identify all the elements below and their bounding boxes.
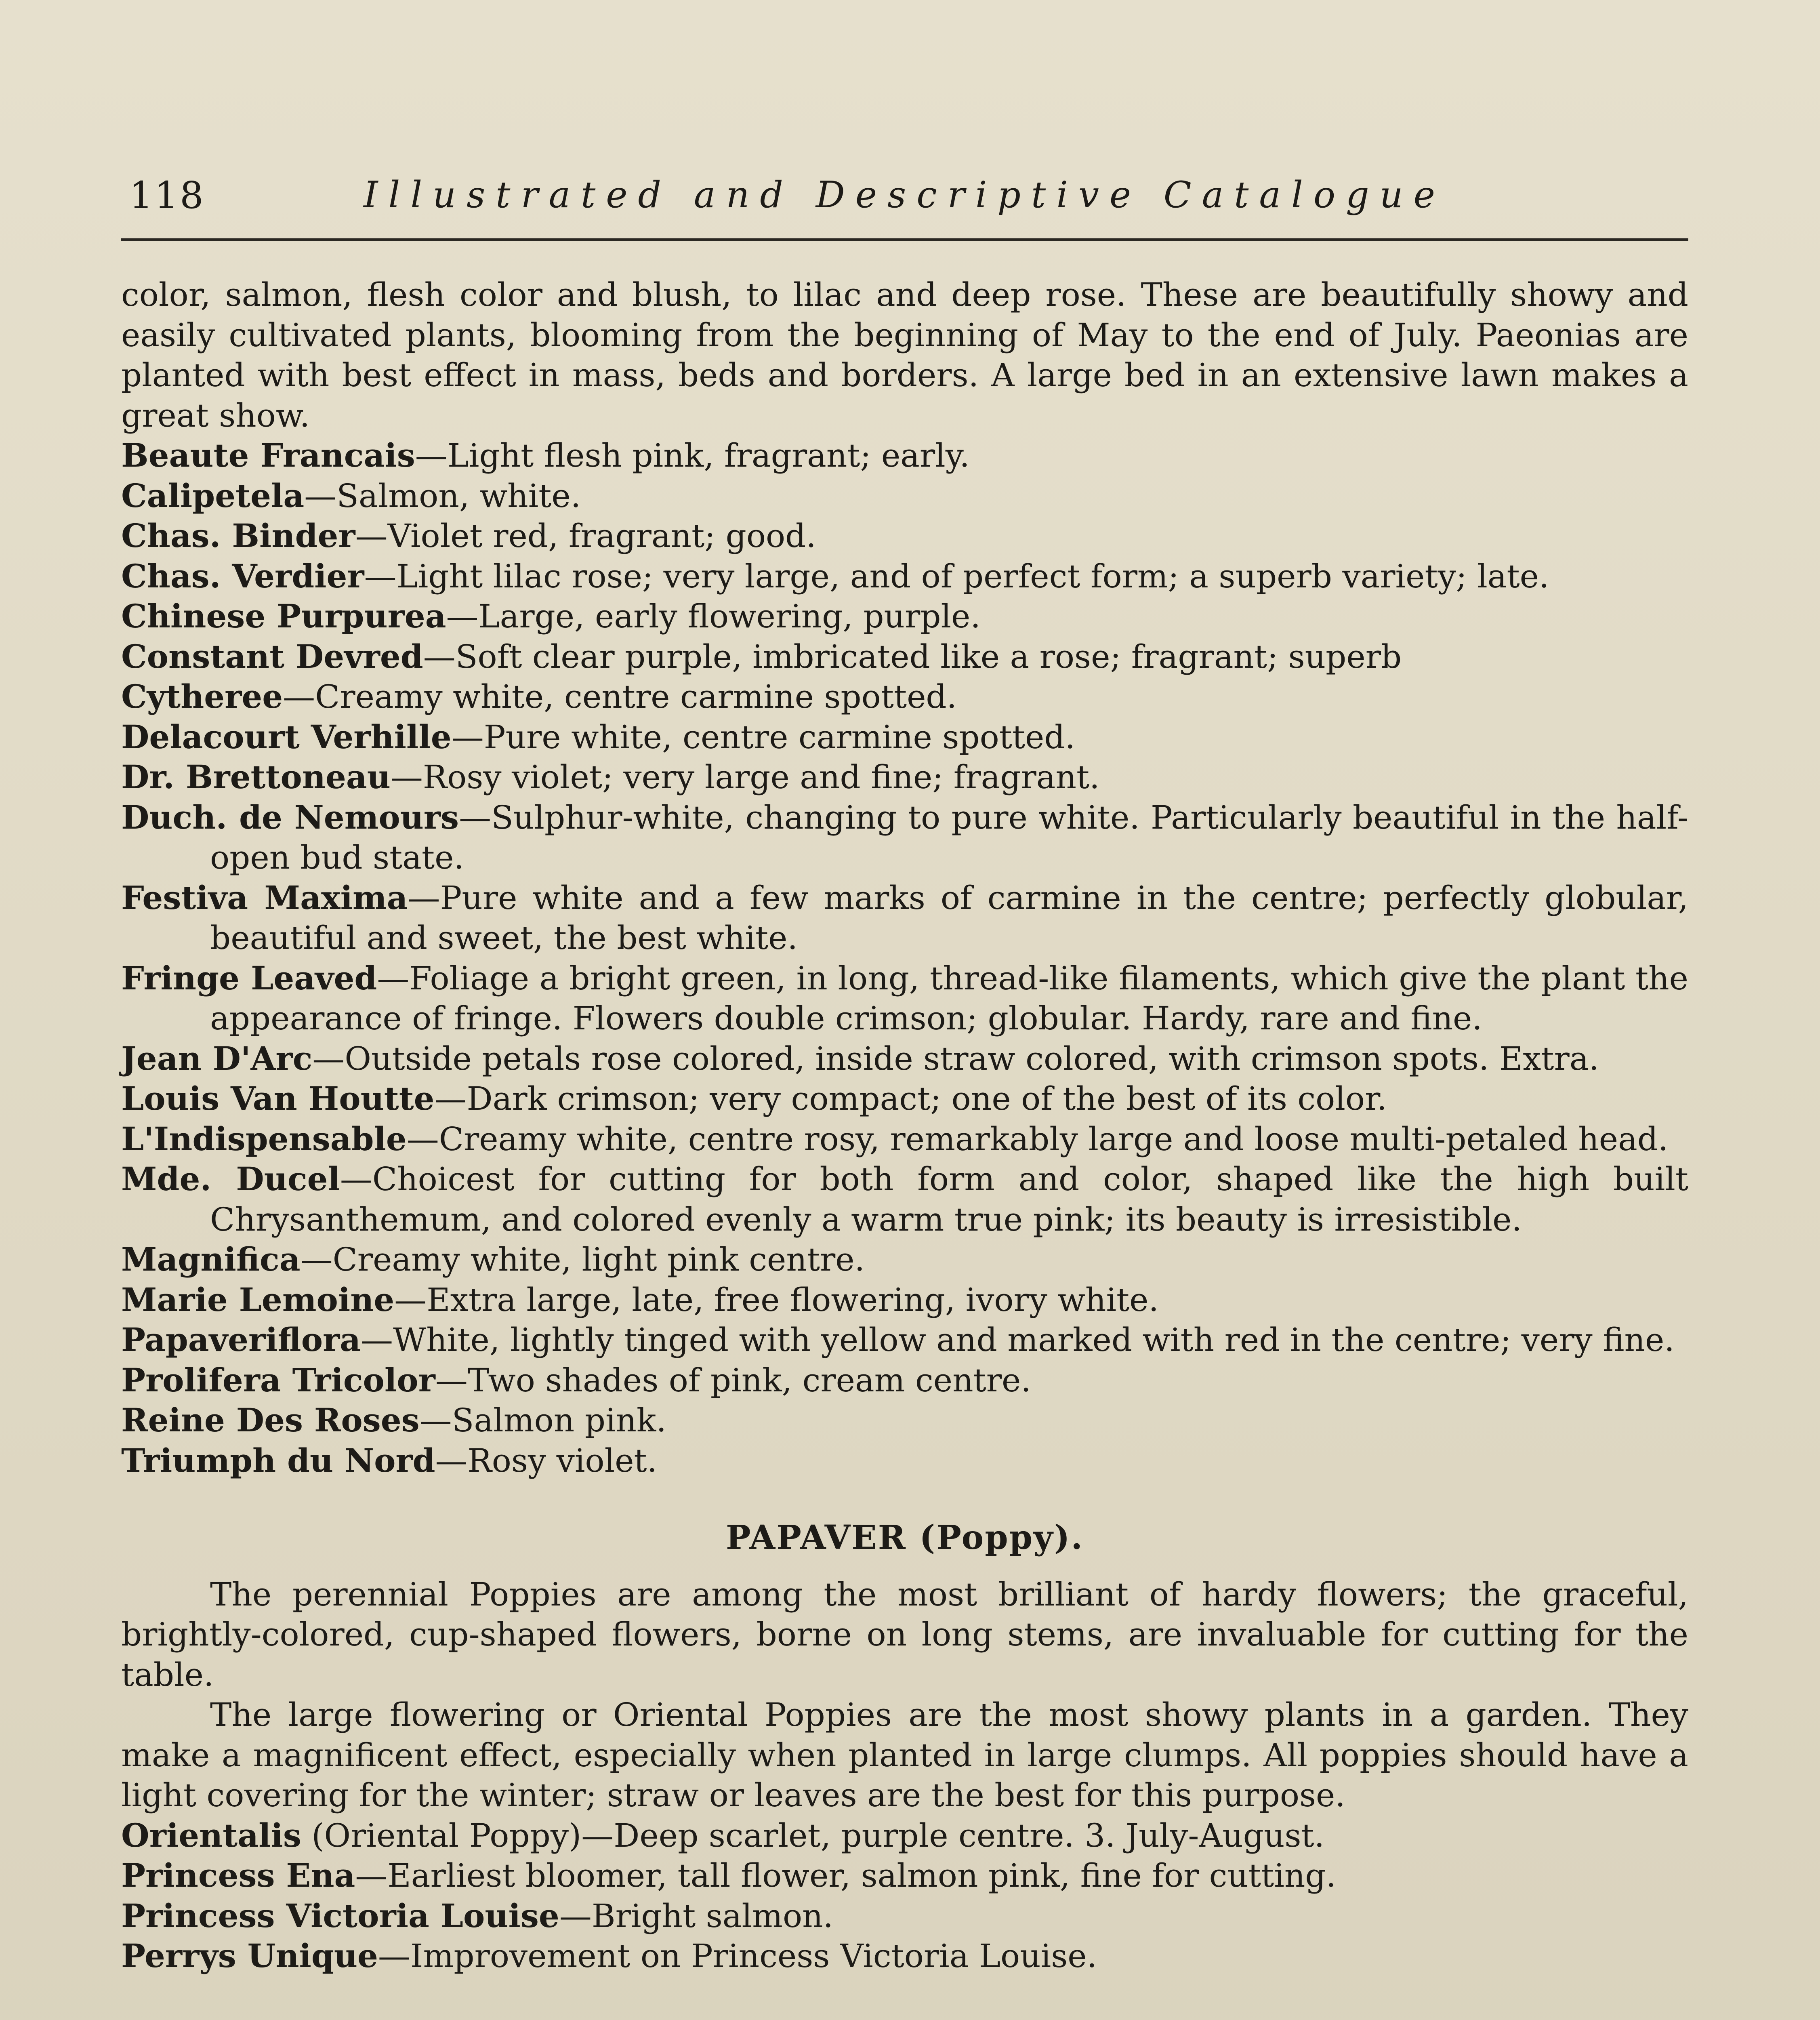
- variety-name: Triumph du Nord: [121, 1441, 435, 1479]
- list-item: [121, 677, 1688, 717]
- list-item: [121, 797, 1688, 878]
- variety-name: Festiva Maxima: [121, 878, 408, 917]
- list-item: [121, 717, 1688, 758]
- variety-name: Reine Des Roses: [121, 1401, 420, 1439]
- variety-name: Dr. Brettoneau: [121, 758, 391, 796]
- variety-name: Princess Ena: [121, 1856, 355, 1894]
- variety-description: —Extra large, late, free flowering, ivory white.: [394, 1281, 1159, 1319]
- variety-name: Orientalis: [121, 1816, 301, 1854]
- variety-description: —Salmon, white.: [304, 477, 581, 515]
- peony-list: [121, 436, 1688, 1481]
- variety-name: Princess Victoria Louise: [121, 1896, 559, 1935]
- variety-description: —Choicest for cutting for both form and color, shaped like the high built Chrysanthemum, and colored evenly a warm true pink; its beauty is irresistible.: [210, 1160, 1688, 1238]
- list-item: [121, 596, 1688, 637]
- list-item: [121, 516, 1688, 556]
- list-item: [121, 1079, 1688, 1119]
- papaver-paragraph-1: The perennial Poppies are among the most brilliant of hardy flowers; the graceful, brightly-colored, cup-shaped flowers, borne on long stems, are invaluable for cutting for the table.: [121, 1575, 1688, 1694]
- variety-name: Louis Van Houtte: [121, 1079, 435, 1117]
- poppy-list: [121, 1816, 1688, 1976]
- list-item: [121, 1896, 1688, 1936]
- variety-name: Papaveriflora: [121, 1321, 361, 1359]
- variety-description: —Bright salmon.: [559, 1897, 834, 1935]
- list-item: [121, 1360, 1688, 1401]
- variety-name: Fringe Leaved: [121, 959, 377, 997]
- list-item: [121, 958, 1688, 1039]
- list-item: [121, 476, 1688, 516]
- list-item: [121, 878, 1688, 958]
- variety-name: Duch. de Nemours: [121, 798, 459, 836]
- variety-description: —Large, early flowering, purple.: [446, 598, 981, 635]
- variety-name: Perrys Unique: [121, 1937, 378, 1975]
- variety-description: —Improvement on Princess Victoria Louise.: [378, 1937, 1097, 1975]
- variety-description: —Light lilac rose; very large, and of perfect form; a superb variety; late.: [364, 557, 1549, 595]
- list-item: [121, 1039, 1688, 1079]
- variety-description: —Light flesh pink, fragrant; early.: [415, 437, 970, 474]
- variety-description: (Oriental Poppy)—Deep scarlet, purple centre. 3. July-August.: [301, 1816, 1325, 1854]
- variety-description: —Outside petals rose colored, inside straw colored, with crimson spots. Extra.: [312, 1039, 1599, 1077]
- page-content: [121, 275, 1688, 2020]
- variety-name: Constant Devred: [121, 637, 423, 675]
- variety-description: —Dark crimson; very compact; one of the best of its color.: [434, 1080, 1387, 1117]
- page-number: 118: [129, 174, 205, 217]
- variety-description: —Rosy violet.: [435, 1441, 658, 1479]
- page-header: [121, 166, 1688, 241]
- variety-name: Prolifera Tricolor: [121, 1361, 435, 1399]
- variety-description: —Soft clear purple, imbricated like a rose; fragrant; superb: [423, 638, 1402, 675]
- list-item: [121, 1441, 1688, 1481]
- variety-description: —Earliest bloomer, tall flower, salmon pink, fine for cutting.: [355, 1857, 1337, 1894]
- variety-name: Beaute Francais: [121, 436, 415, 474]
- variety-description: —Creamy white, centre carmine spotted.: [283, 678, 957, 715]
- list-item: [121, 757, 1688, 797]
- variety-description: —Salmon pink.: [419, 1401, 666, 1439]
- variety-description: —Rosy violet; very large and fine; fragrant.: [390, 758, 1100, 796]
- list-item: [121, 556, 1688, 597]
- variety-description: —Violet red, fragrant; good.: [355, 517, 816, 555]
- variety-name: Marie Lemoine: [121, 1280, 395, 1319]
- list-item: [121, 637, 1688, 677]
- list-item: [121, 1816, 1688, 1856]
- variety-name: Magnifica: [121, 1240, 301, 1278]
- variety-name: Chinese Purpurea: [121, 597, 446, 635]
- variety-name: Cytheree: [121, 678, 283, 715]
- variety-name: Mde. Ducel: [121, 1160, 340, 1198]
- variety-description: —Creamy white, centre rosy, remarkably large and loose multi-petaled head.: [406, 1120, 1669, 1158]
- list-item: [121, 1280, 1688, 1320]
- list-item: [121, 1159, 1688, 1239]
- list-item: [121, 436, 1688, 476]
- running-title: Illustrated and Descriptive Catalogue: [364, 174, 1446, 216]
- variety-description: —Two shades of pink, cream centre.: [435, 1361, 1031, 1399]
- variety-description: —Pure white, centre carmine spotted.: [451, 718, 1076, 756]
- variety-name: L'Indispensable: [121, 1119, 407, 1158]
- intro-paragraph: color, salmon, flesh color and blush, to lilac and deep rose. These are beautifully showy and easily cultivated plants, blooming from the beginning of May to the end of July. Paeonias are planted with best effect in mass, beds and borders. A large bed in an extensive lawn makes a great show.: [121, 276, 1688, 434]
- variety-name: Chas. Binder: [121, 517, 355, 555]
- papaver-paragraph-2: The large flowering or Oriental Poppies are the most showy plants in a garden. They make a magnificent effect, especially when planted in large clumps. All poppies should have a light covering for the winter; straw or leaves are the best for this purpose.: [121, 1696, 1688, 1814]
- variety-name: Jean D'Arc: [121, 1039, 313, 1077]
- variety-name: Chas. Verdier: [121, 557, 364, 595]
- variety-name: Calipetela: [121, 476, 305, 515]
- variety-description: —Sulphur-white, changing to pure white. Particularly beautiful in the half-open bud state.: [210, 798, 1688, 876]
- list-item: [121, 1936, 1688, 1976]
- list-item: [121, 1239, 1688, 1280]
- variety-name: Delacourt Verhille: [121, 718, 452, 756]
- variety-description: —White, lightly tinged with yellow and marked with red in the centre; very fine.: [361, 1321, 1675, 1359]
- list-item: [121, 1856, 1688, 1896]
- list-item: [121, 1400, 1688, 1441]
- papaver-heading: PAPAVER (Poppy).: [725, 1518, 1084, 1557]
- list-item: [121, 1119, 1688, 1159]
- variety-description: —Creamy white, light pink centre.: [300, 1241, 865, 1278]
- variety-description: —Foliage a bright green, in long, thread-like filaments, which give the plant the appearance of fringe. Flowers double crimson; globular. Hardy, rare and fine.: [210, 959, 1688, 1037]
- variety-description: —Pure white and a few marks of carmine in the centre; perfectly globular, beautiful and sweet, the best white.: [210, 879, 1688, 957]
- list-item: [121, 1320, 1688, 1360]
